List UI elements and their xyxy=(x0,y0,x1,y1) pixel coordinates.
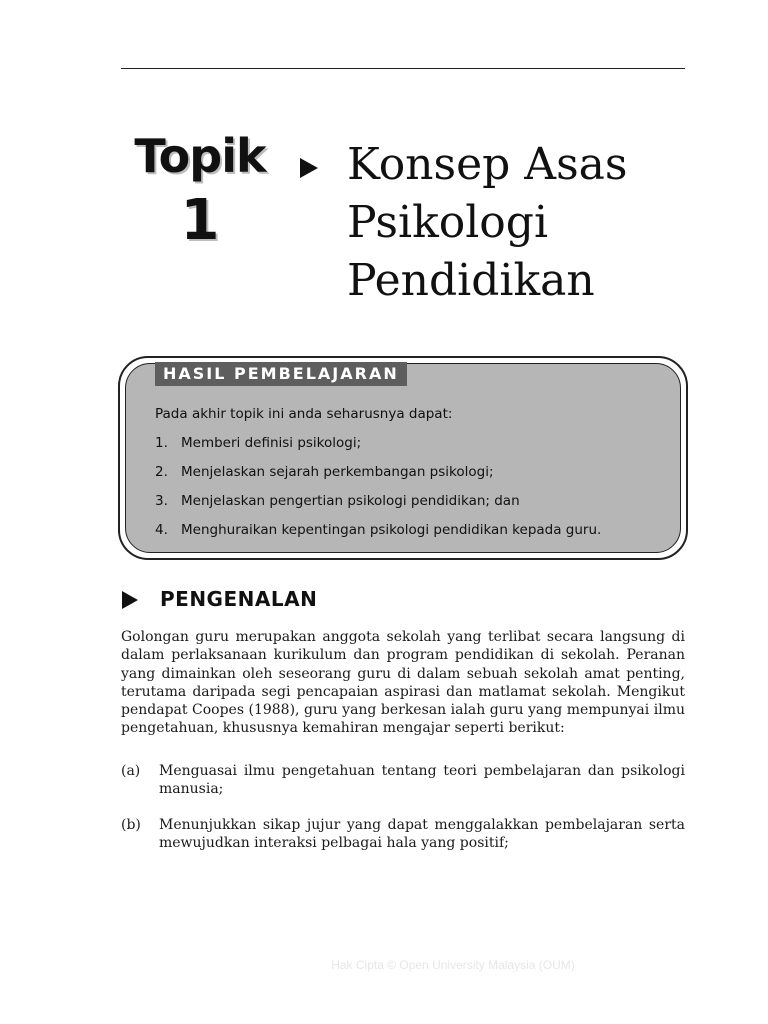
topic-label xyxy=(120,128,280,254)
copyright-footer: Hak Cipta © Open University Malaysia (OUM) xyxy=(331,958,575,972)
topic-number: 1 xyxy=(180,188,220,253)
learning-outcomes-intro: Pada akhir topik ini anda seharusnya dapat: xyxy=(155,406,453,422)
item-text: Menghuraikan kepentingan psikologi pendidikan kepada guru. xyxy=(181,522,602,538)
play-arrow-icon xyxy=(121,590,139,610)
list-item-label: (a) xyxy=(121,763,141,779)
learning-outcomes-label: HASIL PEMBELAJARAN xyxy=(155,362,407,386)
section-heading: PENGENALAN xyxy=(160,587,318,611)
chapter-title-line: Konsep Asas xyxy=(347,139,628,190)
item-number: 3. xyxy=(155,493,168,509)
chapter-title-line: Psikologi xyxy=(347,197,549,248)
body-paragraph: Golongan guru merupakan anggota sekolah yang terlibat secara langsung di dalam perlaksanaan kurikulum dan program pendidikan di sekolah. Peranan yang dimainkan oleh seseorang guru di dalam sebuah sekolah amat penting, terutama daripada segi pencapaian aspirasi dan matlamat sekolah. Mengikut pendapat Coopes (1988), guru yang berkesan ialah guru yang mempunyai ilmu pengetahuan, khususnya kemahiran mengajar seperti berikut: xyxy=(121,629,685,737)
play-arrow-icon xyxy=(298,156,320,180)
chapter-title-line: Pendidikan xyxy=(347,255,595,306)
list-item xyxy=(155,492,601,521)
item-text: Menjelaskan pengertian psikologi pendidikan; dan xyxy=(181,493,520,509)
list-item-text: Menunjukkan sikap jujur yang dapat menggalakkan pembelajaran serta mewujudkan interaksi pelbagai hala yang positif; xyxy=(159,817,685,852)
list-item-text: Menguasai ilmu pengetahuan tentang teori pembelajaran dan psikologi manusia; xyxy=(159,763,685,798)
item-text: Menjelaskan sejarah perkembangan psikologi; xyxy=(181,464,494,480)
list-item xyxy=(155,434,601,463)
item-text: Memberi definisi psikologi; xyxy=(181,435,362,451)
list-item xyxy=(155,521,601,550)
top-rule xyxy=(121,68,685,69)
item-number: 2. xyxy=(155,464,168,480)
item-number: 4. xyxy=(155,522,168,538)
chapter-title xyxy=(347,136,627,310)
list-item xyxy=(155,463,601,492)
learning-outcomes-list xyxy=(155,434,601,550)
topic-word: Topik xyxy=(134,129,266,183)
list-item-label: (b) xyxy=(121,817,141,833)
item-number: 1. xyxy=(155,435,168,451)
